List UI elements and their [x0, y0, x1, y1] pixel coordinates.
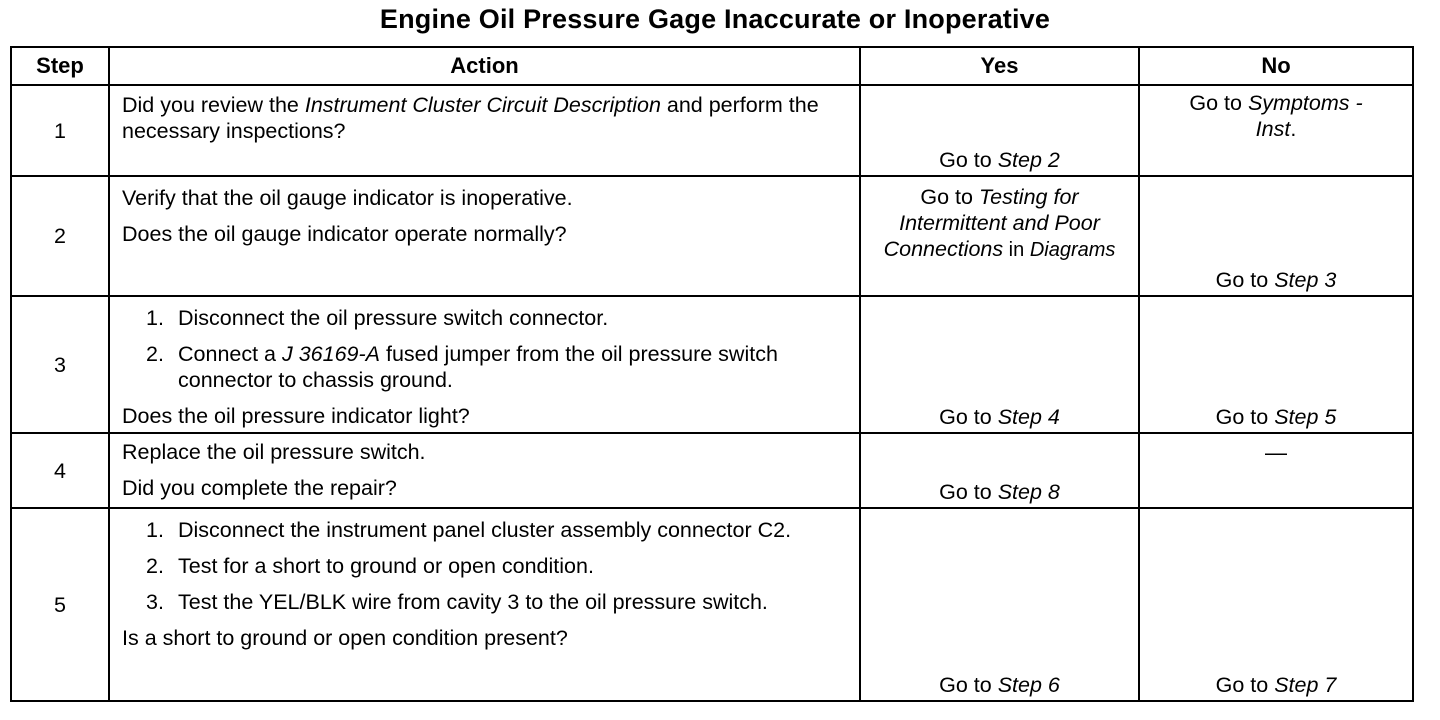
action-question: Does the oil gauge indicator operate normally?	[122, 222, 567, 246]
table-row	[11, 433, 1413, 508]
action-cell	[109, 433, 860, 508]
action-cell	[109, 296, 860, 433]
yes-cell	[860, 508, 1139, 701]
yes-result: Go to Step 4	[939, 405, 1060, 429]
yes-cell	[860, 296, 1139, 433]
no-cell	[1139, 433, 1413, 508]
action-question: Did you complete the repair?	[122, 476, 397, 500]
step-number: 5	[11, 508, 109, 701]
yes-result: Go to Step 2	[939, 148, 1060, 172]
no-result: Go to Step 7	[1215, 673, 1337, 697]
no-result: —	[1265, 440, 1287, 465]
table-row	[11, 85, 1413, 176]
yes-result: Go to Step 8	[939, 480, 1060, 504]
action-question: Is a short to ground or open condition present?	[122, 626, 568, 650]
list-item: 2. Connect a J 36169-A fused jumper from the oil pressure switch connector to chassis ground.	[146, 342, 778, 392]
no-cell	[1139, 508, 1413, 701]
action-cell	[109, 176, 860, 296]
table-row	[11, 508, 1413, 701]
action-text: Verify that the oil gauge indicator is inoperative.	[122, 186, 573, 210]
list-item: 2. Test for a short to ground or open condition.	[146, 554, 594, 578]
page-title: Engine Oil Pressure Gage Inaccurate or Inoperative	[379, 4, 1051, 34]
header-step: Step	[11, 47, 109, 85]
table-row	[11, 296, 1413, 433]
list-item: 1. Disconnect the oil pressure switch connector.	[146, 306, 609, 330]
header-action: Action	[109, 47, 860, 85]
list-item: 3. Test the YEL/BLK wire from cavity 3 to the oil pressure switch.	[146, 590, 768, 614]
step-number: 4	[11, 433, 109, 508]
action-question: Does the oil pressure indicator light?	[122, 404, 470, 428]
action-steps	[122, 517, 851, 615]
list-item: 1. Disconnect the instrument panel cluster assembly connector C2.	[146, 518, 792, 542]
action-cell	[109, 508, 860, 701]
no-cell	[1139, 296, 1413, 433]
action-text: Replace the oil pressure switch.	[122, 440, 426, 464]
yes-cell	[860, 85, 1139, 176]
no-result: Go to Symptoms - Inst.	[1189, 91, 1363, 141]
no-result: Go to Step 3	[1215, 268, 1337, 292]
yes-result: Go to Testing for Intermittent and Poor Connections in Diagrams	[883, 185, 1116, 261]
yes-cell	[860, 433, 1139, 508]
step-number: 3	[11, 296, 109, 433]
no-cell	[1139, 85, 1413, 176]
no-result: Go to Step 5	[1215, 405, 1337, 429]
step-number: 2	[11, 176, 109, 296]
yes-result: Go to Step 6	[939, 673, 1060, 697]
action-question: Did you review the Instrument Cluster Circuit Description and perform the necessary inspections?	[122, 93, 819, 143]
header-yes: Yes	[860, 47, 1139, 85]
step-number: 1	[11, 85, 109, 176]
table-header-row	[11, 47, 1413, 85]
diagnostic-table	[10, 46, 1414, 702]
no-cell	[1139, 176, 1413, 296]
yes-cell	[860, 176, 1139, 296]
action-steps	[122, 305, 851, 393]
header-no: No	[1139, 47, 1413, 85]
action-cell	[109, 85, 860, 176]
table-row	[11, 176, 1413, 296]
